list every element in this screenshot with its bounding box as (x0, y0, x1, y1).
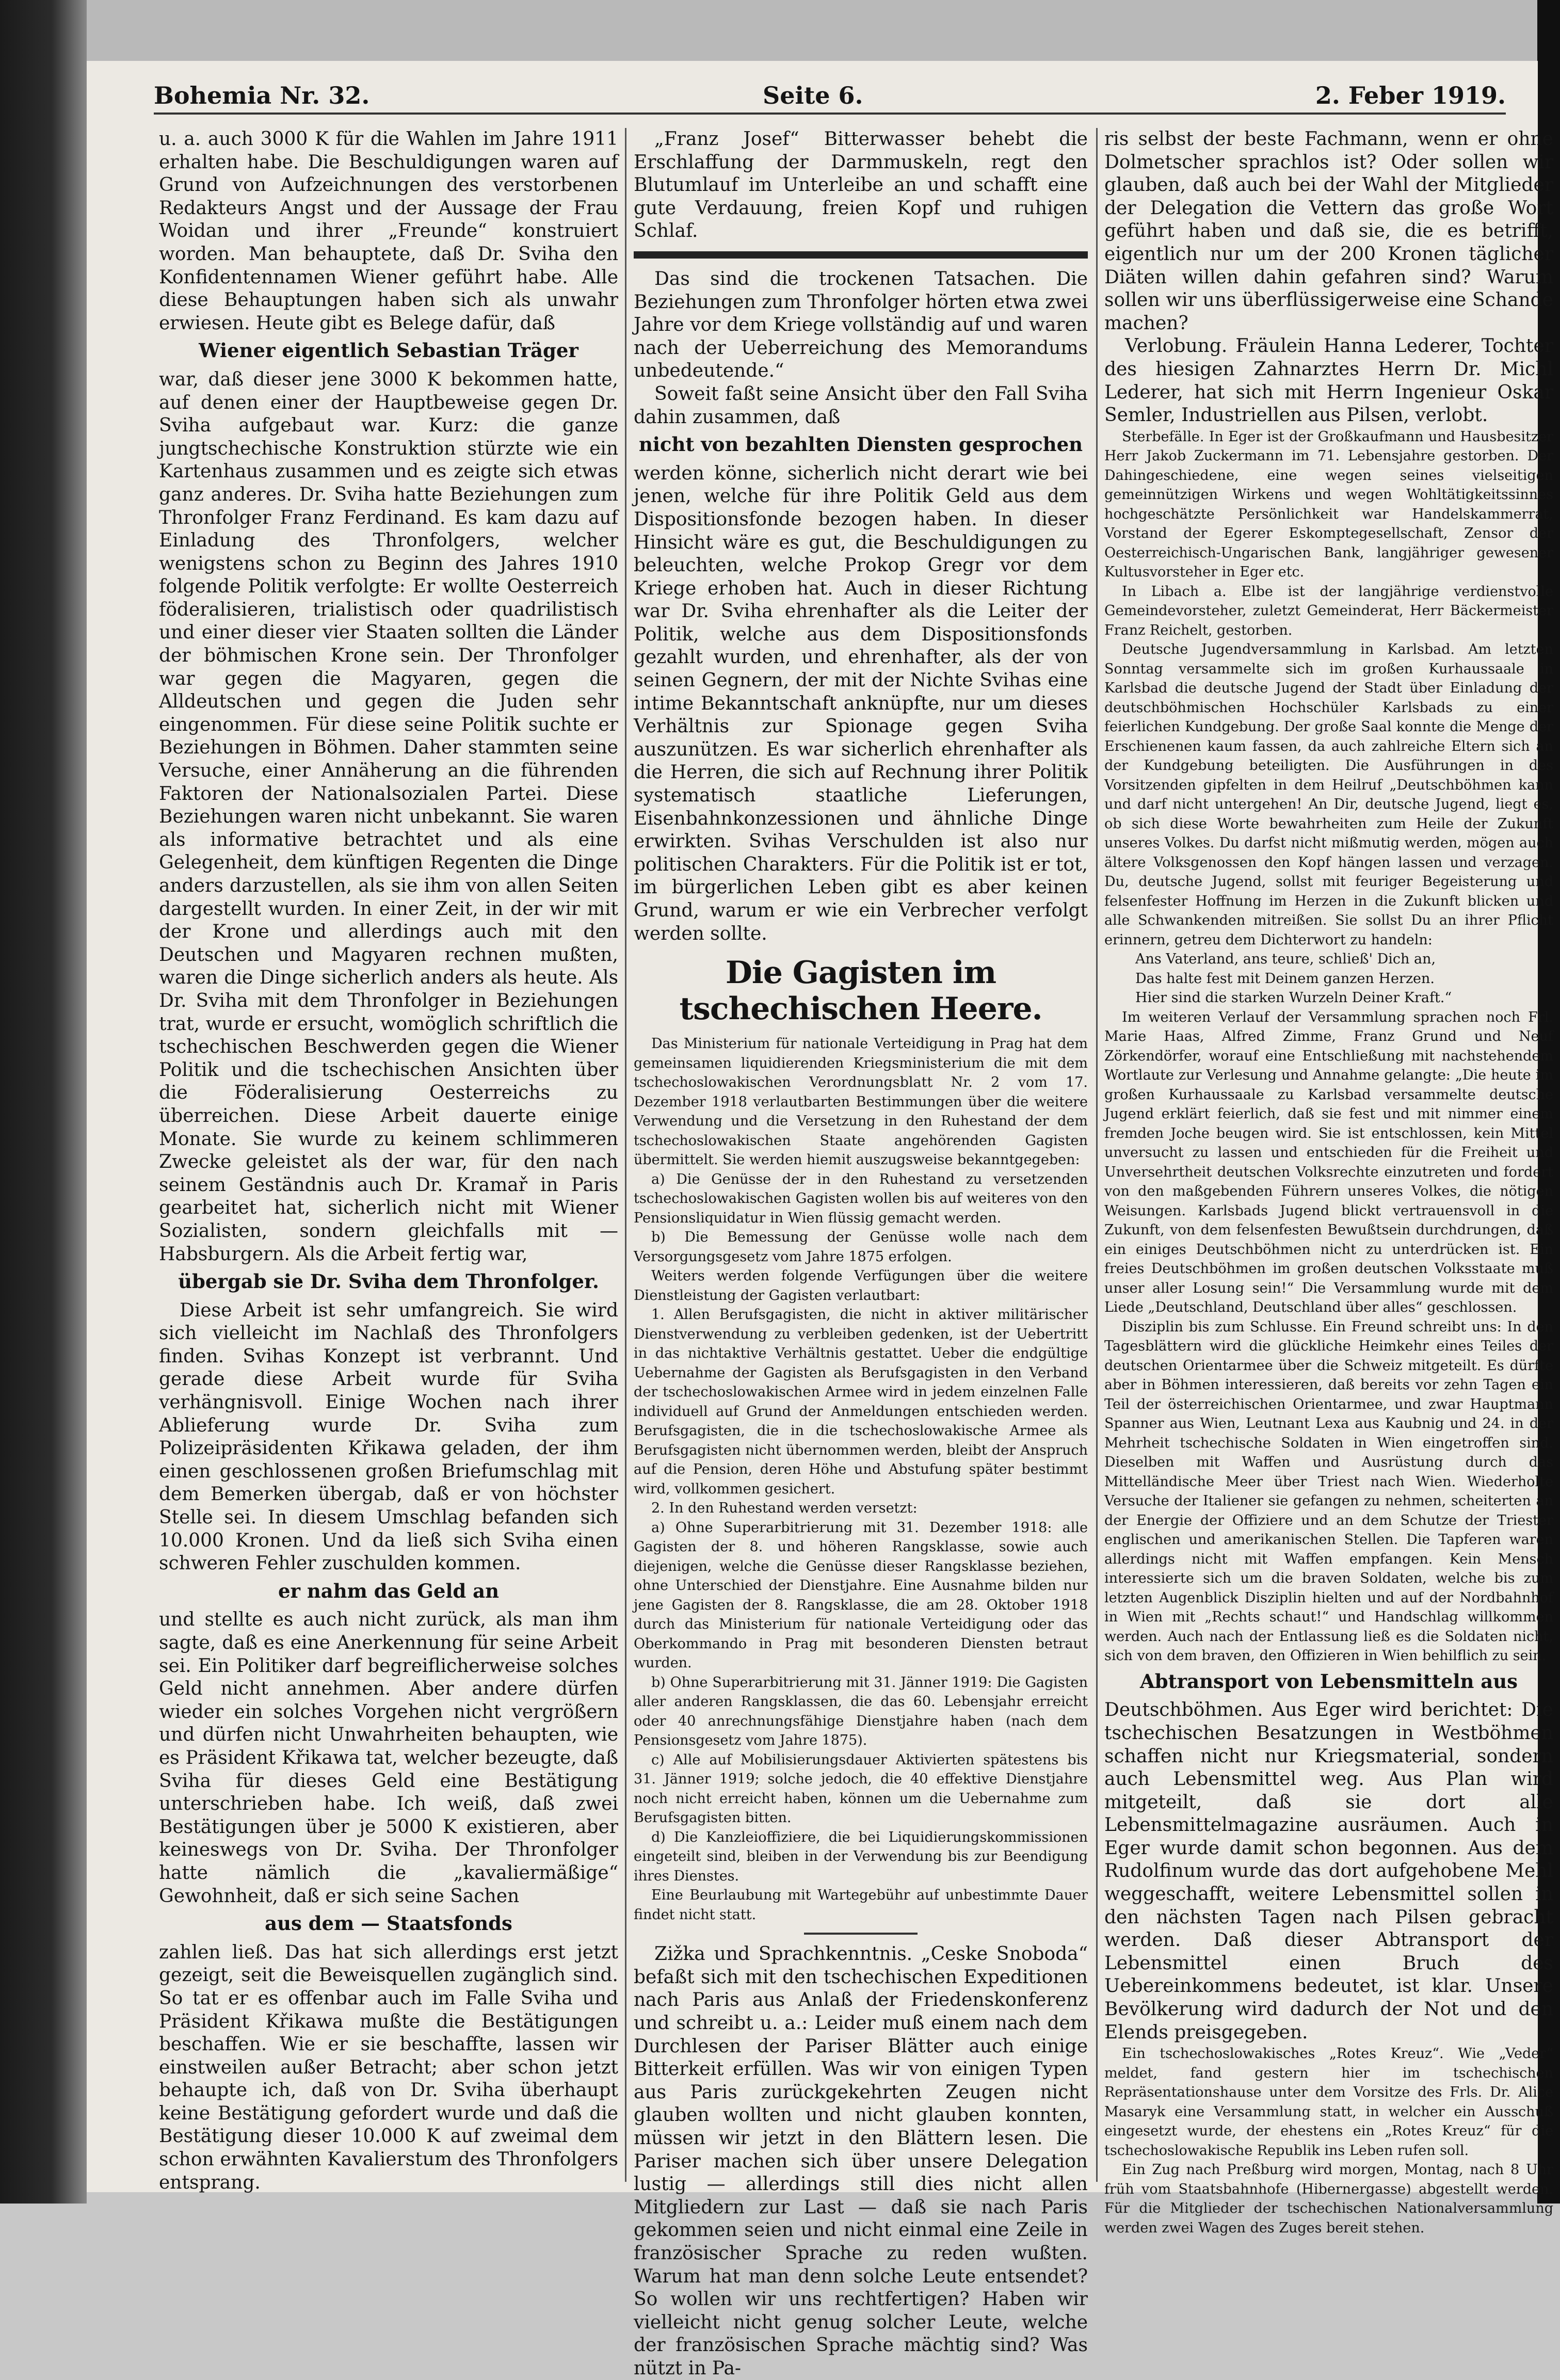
small-paragraph: Disziplin bis zum Schlusse. Ein Freund schreibt uns: In den Tagesblättern wird die glückliche Heimkehr eines Teiles der deutschen Orientarmee über die Schweiz mitgeteilt. Es dürfte aber in Böhmen interessieren, daß bereits vor zehn Tagen ein Teil der österreichischen Orientarmee, und zwar Hauptmann Spanner aus Wien, Leutnant Lexa aus Kaubnig und 24. in der Mehrheit tschechische Soldaten in Wien eingetroffen sind. Dieselben mit Waffen und Ausrüstung durch das Mittelländische Meer über Triest nach Wien. Wiederholte Versuche der Italiener sie gefangen zu nehmen, scheiterten an der Energie der Offiziere und an dem Schutze der Triester englischen und amerikanischen Stellen. Die Tapferen waren allerdings nicht mit Waffen empfangen. Kein Mensch interessierte sich um die braven Soldaten, welche bis zum letzten Augenblick Disziplin hielten und auf der Nordbahnhof in Wien mit „Rechts schaut!“ und Handschlag willkommen werden. Auch nach der Entlassung ließ es die Soldaten nicht, sich von dem braven, den Offizieren in Wien behilflich zu sein. (1104, 1318, 1553, 1664)
column-1 (159, 128, 618, 2193)
small-paragraph: Ein Zug nach Preßburg wird morgen, Montag, nach 8 Uhr früh vom Staatsbahnhofe (Hibernergasse) abgestellt werden. Für die Mitglieder der tschechischen Nationalversammlung werden zwei Wagen des Zuges bereit stehen. (1104, 2162, 1553, 2236)
column-rule-2 (1096, 128, 1098, 2182)
poem-line: Ans Vaterland, ans teure, schließ' Dich an, (1135, 951, 1436, 968)
header-date: 2. Feber 1919. (1315, 82, 1506, 109)
col1-subheading: übergab sie Dr. Sviha dem Thronfolger. (178, 1270, 599, 1293)
small-paragraph: 1. Allen Berufsgagisten, die nicht in aktiver militärischer Dienstverwendung zu verbleiben gedenken, ist der Uebertritt in das nichtaktive Verhältnis gestattet. Ueber die endgültige Uebernahme der Gagisten als Berufsgagisten in den Verband der tschechoslowakischen Armee wird in jedem einzelnen Falle individuell auf Grund der Anmeldungen entschieden werden. Berufsgagisten, die in die tschechoslowakische Armee als Berufsgagisten nicht übernommen werden, bleibt der Anspruch auf die Pension, deren Höhe und Abstufung später bestimmt wird, vollkommen gesichert. (634, 1307, 1088, 1497)
small-paragraph: 2. In den Ruhestand werden versetzt: (651, 1500, 918, 1517)
col3-paragraph: ris selbst der beste Fachmann, wenn er ohne Dolmetscher sprachlos ist? Oder sollen wir glauben, daß auch bei der Wahl der Mitglieder der Delegation die Vettern das große Wort geführt haben und daß sie, die es betrifft, eigentlich nur um der 200 Kronen täglicher Diäten willen dahin gefahren sind? Warum sollen wir uns überflüssigerweise eine Schande machen? (1104, 128, 1553, 334)
short-divider (804, 1933, 918, 1935)
poem-quote (1104, 950, 1553, 1008)
col1-paragraph: war, daß dieser jene 3000 K bekommen hatte, auf denen einer der Hauptbeweise gegen Dr. Sviha aufgebaut war. Kurz: die ganze jungtschechische Konstruktion stürzte wie ein Kartenhaus zusammen und es zeigte sich etwas ganz anderes. Dr. Sviha hatte Beziehungen zum Thronfolger Franz Ferdinand. Es kam dazu auf Einladung des Thronfolgers, welcher wenigstens schon zu Beginn des Jahres 1910 folgende Politik verfolgte: Er wollte Oesterreich föderalisieren, trialistisch oder quadrilistisch und einer dieser vier Staaten sollten die Länder der böhmischen Krone sein. Der Thronfolger war gegen die Magyaren, gegen die Alldeutschen und gegen die Juden sehr eingenommen. Für diese seine Politik suchte er Beziehungen in Böhmen. Daher stammten seine Versuche, einer Annäherung an die führenden Faktoren der Nationalsozialen Partei. Diese Beziehungen waren nicht unbekannt. Sie waren als informative betrachtet und als eine Gelegenheit, dem künftigen Regenten die Dinge anders darzustellen, als sie ihm von allen Seiten dargestellt wurden. In einer Zeit, in der wir mit der Krone und allerdings auch mit den Deutschen und Magyaren rechnen mußten, waren die Dinge sicherlich anders als heute. Als Dr. Sviha mit dem Thronfolger in Beziehungen trat, wurde er ersucht, womöglich schriftlich die tschechischen Beschwerden gegen die Wiener Politik und die tschechischen Ansichten über die Föderalisierung Oesterreichs zu überreichen. Diese Arbeit dauerte einige Monate. Sie wurde zu keinem schlimmeren Zwecke geleistet als der war, für den nach seinem Geständnis auch Dr. Kramař in Paris gearbeitet hat, sicherlich nicht mit Wiener Sozialisten, sondern gleichfalls mit — Habsburgern. Als die Arbeit fertig war, (159, 368, 618, 1265)
newspaper-page (87, 61, 1553, 2379)
header-publication: Bohemia Nr. 32. (154, 82, 370, 109)
col1-paragraph: zahlen ließ. Das hat sich allerdings erst jetzt gezeigt, seit die Beweisquellen zugänglich sind. So tat er es offenbar auch im Falle Sviha und Präsident Křikawa mußte die Bestätigungen beschaffen. Wie er sie beschaffte, lassen wir einstweilen außer Betracht; aber schon jetzt behaupte ich, daß von Dr. Sviha überhaupt keine Bestätigung gefordert wurde und daß die Bestätigung dieser 10.000 K auf zweimal dem schon erwähnten Kavalierstum des Thronfolgers entsprang. (159, 1941, 618, 2193)
col2-paragraph: Zižka und Sprachkenntnis. „Ceske Snoboda“ befaßt sich mit den tschechischen Expeditionen nach Paris aus Anlaß der Friedenskonferenz und schreibt u. a.: Leider muß einem nach dem Durchlesen der Pariser Blätter auch einige Bitterkeit erfüllen. Was wir von einigen Typen aus Paris zurückgekehrten Zeugen nicht glauben wollten und nicht glauben konnten, müssen wir jetzt in den Blättern lesen. Die Pariser machen sich über unsere Delegation lustig — allerdings still dies nicht allen Mitgliedern zur Last — daß sie nach Paris gekommen seien und nicht einmal eine Zeile in französischer Sprache zu reden wußten. Warum hat man denn solche Leute entsendet? So wollen wir uns rechtfertigen? Haben wir vielleicht nicht genug solcher Leute, welche der französischen Sprache mächtig sind? Was nützt in Pa- (634, 1943, 1088, 2379)
poem-line: Das halte fest mit Deinem ganzen Herzen. (1135, 970, 1435, 987)
book-spine-shadow (0, 0, 87, 2204)
scan-top-margin (0, 0, 1560, 61)
column-rule-1 (625, 128, 626, 2182)
page-header (154, 76, 1506, 115)
article-title: Die Gagisten im tschechischen Heere. (679, 955, 1042, 1027)
article-body-small (634, 1034, 1088, 1924)
small-paragraph: Weiters werden folgende Verfügungen über die weitere Dienstleistung der Gagisten verlautbart: (634, 1268, 1088, 1304)
col2-subheading: nicht von bezahlten Diensten gesprochen (638, 433, 1083, 456)
small-paragraph: a) Die Genüsse der in den Ruhestand zu versetzenden tschechoslowakischen Gagisten wollen bis auf weiteres von den Pensionsliquidatur in Wien flüssig gemacht werden. (634, 1171, 1088, 1226)
small-paragraph: c) Alle auf Mobilisierungsdauer Aktivierten spätestens bis 31. Jänner 1919; solche jedoch, die 40 effektive Dienstjahre noch nicht erreicht haben, können um die Uebernahme zum Berufsgagisten bitten. (634, 1751, 1088, 1826)
column-2 (634, 128, 1088, 2379)
col1-subheading: er nahm das Geld an (278, 1579, 500, 1602)
local-news-small-2 (1104, 2044, 1553, 2238)
col1-subheading: Wiener eigentlich Sebastian Träger (199, 339, 578, 362)
col1-paragraph: Diese Arbeit ist sehr umfangreich. Sie wird sich vielleicht im Nachlaß des Thronfolgers finden. Svihas Konzept ist verbrannt. Und gerade diese Arbeit wurde für Sviha verhängnisvoll. Einige Wochen nach ihrer Ablieferung wurde Dr. Sviha zum Polizeipräsidenten Křikawa geladen, der ihm einen geschlossenen großen Briefumschlag mit dem Bemerken übergab, daß er von höchster Stelle sei. In diesem Umschlag befanden sich 10.000 Kronen. Und da ließ sich Sviha einen schweren Fehler zuschulden kommen. (159, 1299, 618, 1574)
col1-subheading: aus dem — Staatsfonds (265, 1912, 512, 1935)
small-paragraph: Sterbefälle. In Eger ist der Großkaufmann und Hausbesitzer Herr Jakob Zuckermann im 71. Lebensjahre gestorben. Der Dahingeschiedene, eine wegen seines vielseitigen gemeinnützigen Wirkens und wegen Wohltätigkeitssinnes hochgeschätzte Persönlichkeit war Handelskammerrat, Vorstand der Egerer Eskomptegesellschaft, Zensor der Oesterreichisch-Ungarischen Bank, langjähriger gewesener Kultusvorsteher in Eger etc. (1104, 428, 1553, 581)
col3-subheading: Abtransport von Lebensmitteln aus (1139, 1669, 1518, 1693)
local-news-small (1104, 427, 1553, 1666)
small-paragraph: Im weiteren Verlauf der Versammlung sprachen noch Frl. Marie Haas, Alfred Zimme, Franz Grund und Neuf Zörkendörfer, worauf eine Entschließung mit nachstehendem Wortlaute zur Verlesung und Annahme gelangte: „Die heute im großen Kurhaussaale zu Karlsbad versammelte deutsche Jugend erklärt feierlich, daß sie fest und mit nimmer einem fremden Joche beugen wird. Sie ist entschlossen, kein Mittel unversucht zu lassen und entschieden für die Freiheit und Unversehrtheit deutschen Volksrechte einzutreten und fordert von den maßgebenden Führern unseres Volkes, die nötigen Weisungen. Karlsbads Jugend blickt vertrauensvoll in die Zukunft, von dem felsenfesten Bewußtsein durchdrungen, daß ein einiges Deutschböhmen nicht zu unterdrücken ist. Ein freies Deutschböhmen im großen deutschen Volksstaate muß unser aller Losung sein!“ Die Versammlung wurde mit dem Liede „Deutschland, Deutschland über alles“ geschlossen. (1104, 1009, 1553, 1316)
col3-paragraph: Verlobung. Fräulein Hanna Lederer, Tochter des hiesigen Zahnarztes Herrn Dr. Michl Lederer, hat sich mit Herrn Ingenieur Oskar Semler, Industriellen aus Pilsen, verlobt. (1104, 335, 1553, 426)
col1-paragraph: u. a. auch 3000 K für die Wahlen im Jahre 1911 erhalten habe. Die Beschuldigungen waren auf Grund von Aufzeichnungen des verstorbenen Redakteurs Angst und der Aussage der Frau Woidan und ihrer „Freunde“ konstruiert worden. Man behauptete, daß Dr. Sviha den Konfidentennamen Wiener geführt habe. Alle diese Behauptungen haben sich als unwahr erwiesen. Heute gibt es Belege dafür, daß (159, 128, 618, 334)
poem-line: Hier sind die starken Wurzeln Deiner Kraft.“ (1135, 990, 1452, 1006)
section-divider (634, 251, 1088, 259)
header-page-number: Seite 6. (763, 82, 863, 109)
small-paragraph: a) Ohne Superarbitrierung mit 31. Dezember 1918: alle Gagisten der 8. und höheren Rangsklasse, sowie auch diejenigen, welche die Genüsse dieser Rangsklasse beziehen, ohne Unterschied der Dienstjahre. Eine Ausnahme bilden nur jene Gagisten der 8. Rangsklasse, die am 28. Oktober 1918 durch das Ministerium für nationale Verteidigung oder das Oberkommando in Prag mit besonderen Diensten betraut wurden. (634, 1519, 1088, 1671)
bitterwasser-ad: „Franz Josef“ Bitterwasser behebt die Erschlaffung der Darmmuskeln, regt den Blutumlauf im Unterleibe an und schafft eine gute Verdauung, freien Kopf und ruhigen Schlaf. (634, 128, 1088, 242)
col3-paragraph: Deutschböhmen. Aus Eger wird berichtet: Die tschechischen Besatzungen in Westböhmen schaffen nicht nur Kriegsmaterial, sondern auch Lebensmittel weg. Aus Plan wird mitgeteilt, daß sie dort alle Lebensmittelmagazine ausräumen. Auch in Eger wurde damit schon begonnen. Aus dem Rudolfinum wurde das dort aufgehobene Mehl weggeschafft, weitere Lebensmittel sollen in den nächsten Tagen nach Pilsen gebracht werden. Daß dieser Abtransport der Lebensmittel einen Bruch des Uebereinkommens bedeutet, ist klar. Unsere Bevölkerung wird dadurch der Not und den Elends preisgegeben. (1104, 1699, 1553, 2043)
small-paragraph: Deutsche Jugendversammlung in Karlsbad. Am letzten Sonntag versammelte sich im großen Kurhaussaale in Karlsbad die deutsche Jugend der Stadt über Einladung der deutschböhmischen Hochschüler Karlsbads zu einer feierlichen Kundgebung. Der große Saal konnte die Menge der Erschienenen kaum fassen, da auch zahlreiche Eltern sich an der Kundgebung beteiligten. Die Ausführungen in des Vorsitzenden gipfelten in dem Heilruf „Deutschböhmen kann und darf nicht untergehen! An Dir, deutsche Jugend, liegt es, ob sich diese Worte bewahrheiten zum Heile der Zukunft unseres Volkes. Du darfst nicht mißmutig werden, mögen auch ältere Volksgenossen den Kopf hängen lassen und verzagen. Du, deutsche Jugend, sollst mit feuriger Begeisterung und felsenfester Hoffnung im Herzen in die Zukunft blicken und alle Schwankenden mitreißen. Sie sollst Du an ihrer Pflicht erinnern, getreu dem Dichterwort zu handeln: (1104, 641, 1553, 948)
col2-paragraph: Soweit faßt seine Ansicht über den Fall Sviha dahin zusammen, daß (634, 383, 1088, 428)
small-paragraph: b) Die Bemessung der Genüsse wolle nach dem Versorgungsgesetz vom Jahre 1875 erfolgen. (634, 1229, 1088, 1265)
col1-paragraph: und stellte es auch nicht zurück, als man ihm sagte, daß es eine Anerkennung für seine Arbeit sei. Ein Politiker darf begreiflicherweise solches Geld nicht annehmen. Aber andere dürfen wieder ein solches Vorgehen nicht vergrößern und dürfen nicht Unwahrheiten behaupten, wie es Präsident Křikawa tat, welcher bezeugte, daß Sviha für dieses Geld eine Bestätigung unterschrieben habe. Ich weiß, daß zwei Bestätigungen über je 5000 K existieren, aber keineswegs von Dr. Sviha. Der Thronfolger hatte nämlich die „kavaliermäßige“ Gewohnheit, daß er sich seine Sachen (159, 1609, 618, 1907)
column-3 (1104, 128, 1553, 2236)
small-paragraph: d) Die Kanzleioffiziere, die bei Liquidierungskommissionen eingeteilt sind, bleiben in der Verwendung bis zur Beendigung ihres Dienstes. (634, 1829, 1088, 1884)
small-paragraph: Ein tschechoslowakisches „Rotes Kreuz“. Wie „Veder“ meldet, fand gestern hier im tschechischen Repräsentationshause unter dem Vorsitze des Frls. Dr. Alice Masaryk eine Versammlung statt, in welcher ein Ausschuß eingesetzt wurde, der ehestens ein „Rotes Kreuz“ für die tschechoslowakische Republik ins Leben rufen soll. (1104, 2046, 1553, 2159)
small-paragraph: Eine Beurlaubung mit Wartegebühr auf unbestimmte Dauer findet nicht statt. (634, 1887, 1088, 1923)
small-paragraph: Das Ministerium für nationale Verteidigung in Prag hat dem gemeinsamen liquidierenden Kriegsministerium die mit dem tschechoslowakischen Verordnungsblatt Nr. 2 vom 17. Dezember 1918 verlautbarten Bestimmungen über die weitere Verwendung und die Versetzung in den Ruhestand der dem tschechoslowakischen Staate angehörenden Gagisten übermittelt. Sie werden hiemit auszugsweise bekanntgegeben: (634, 1036, 1088, 1168)
col2-paragraph: werden könne, sicherlich nicht derart wie bei jenen, welche für ihre Politik Geld aus dem Dispositionsfonde bezogen haben. In dieser Hinsicht wäre es gut, die Beschuldigungen zu beleuchten, welche Prokop Gregr vor dem Kriege erhoben hat. Auch in dieser Richtung war Dr. Sviha ehrenhafter als die Leiter der Politik, welche aus dem Dispositionsfonds gezahlt wurden, und ehrenhafter, als der von seinen Gegnern, der mit der Nichte Svihas eine intime Bekanntschaft anknüpfte, nur um dieses Verhältnis zur Spionage gegen Sviha auszunützen. Es war sicherlich ehrenhafter als die Herren, die sich auf Rechnung ihrer Politik systematisch staatliche Lieferungen, Eisenbahnkonzessionen und ähnliche Dinge erwirkten. Svihas Verschulden ist also nur politischen Charakters. Für die Politik ist er tot, im bürgerlichen Leben gibt es aber keinen Grund, warum er wie ein Verbrecher verfolgt werden sollte. (634, 462, 1088, 944)
small-paragraph: b) Ohne Superarbitrierung mit 31. Jänner 1919: Die Gagisten aller anderen Rangsklassen, die das 60. Lebensjahr erreicht oder 40 anrechnungsfähige Dienstjahre haben (nach dem Pensionsgesetz vom Jahre 1875). (634, 1674, 1088, 1749)
small-paragraph: In Libach a. Elbe ist der langjährige verdienstvolle Gemeindevorsteher, zuletzt Gemeinderat, Herr Bäckermeister Franz Reichelt, gestorben. (1104, 583, 1553, 638)
col2-paragraph: Das sind die trockenen Tatsachen. Die Beziehungen zum Thronfolger hörten etwa zwei Jahre vor dem Kriege vollständig auf und waren nach der Ueberreichung des Memorandums unbedeutende.“ (634, 268, 1088, 382)
